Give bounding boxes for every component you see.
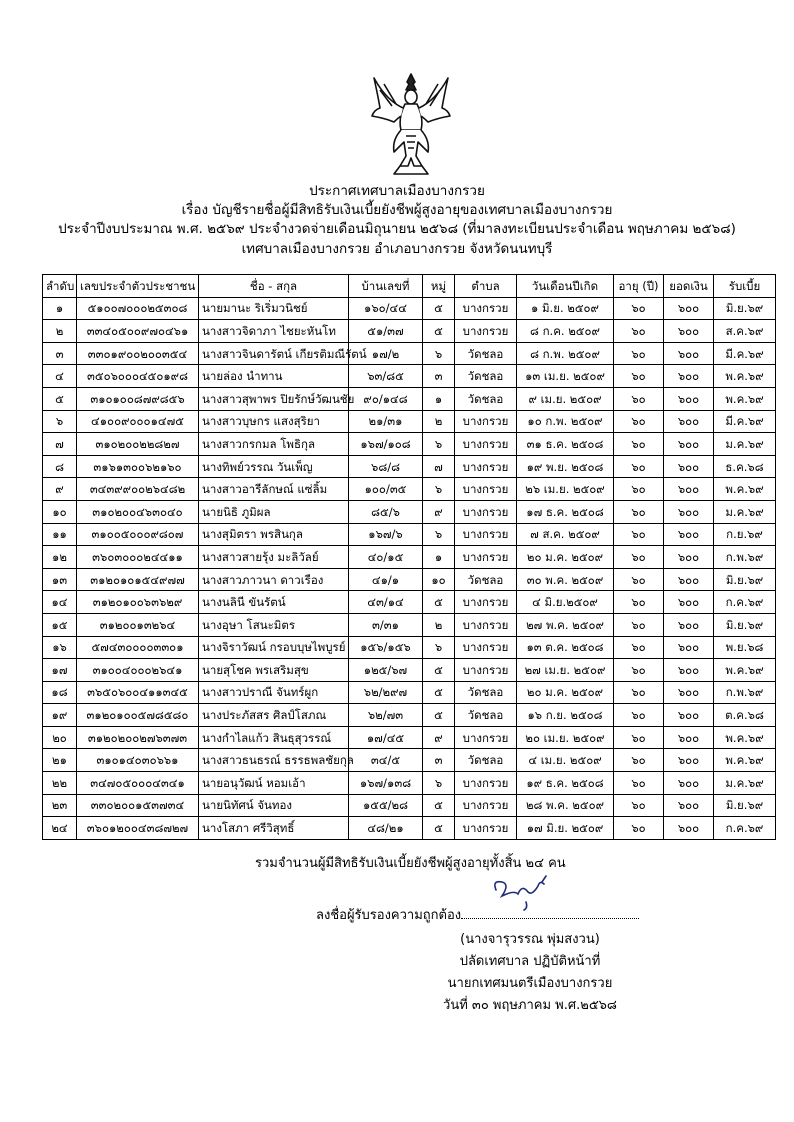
table-cell: ๒๐ ม.ค. ๒๕๐๙ bbox=[517, 681, 614, 704]
table-cell: ๖๐ bbox=[614, 659, 664, 682]
table-cell: นางสาวจิดาภา ไชยะหันโท bbox=[199, 320, 349, 343]
table-cell: นางสาวบุษกร แสงสุริยา bbox=[199, 410, 349, 433]
table-row bbox=[43, 455, 776, 478]
table-cell: ๖ bbox=[423, 342, 455, 365]
table-cell: ๑ bbox=[43, 297, 77, 320]
table-cell: ๕ bbox=[423, 659, 455, 682]
table-cell: ๓๑๐๑๐๐๘๗๙๘๕๖ bbox=[77, 387, 199, 410]
table-cell: ๖๐ bbox=[614, 478, 664, 501]
table-cell: ๕ bbox=[423, 297, 455, 320]
table-cell: พ.ย.๖๘ bbox=[714, 636, 776, 659]
table-cell: วัดชลอ bbox=[455, 704, 517, 727]
beneficiary-table bbox=[42, 274, 776, 840]
table-cell: ๖๐ bbox=[614, 455, 664, 478]
table-cell: ๓๕๐๖๐๐๐๔๕๐๑๙๘ bbox=[77, 365, 199, 388]
table-cell: ๑๗ มิ.ย. ๒๕๐๙ bbox=[517, 817, 614, 840]
table-cell: ๖๐ bbox=[614, 523, 664, 546]
table-cell: ๒๒ bbox=[43, 772, 77, 795]
table-cell: ๑๒๕/๖๗ bbox=[349, 659, 423, 682]
table-cell: วัดชลอ bbox=[455, 568, 517, 591]
table-cell: ๑ bbox=[423, 387, 455, 410]
table-cell: ต.ค.๖๘ bbox=[714, 704, 776, 727]
table-cell: นางโสภา ศรีวิสุทธิ์ bbox=[199, 817, 349, 840]
table-cell: บางกรวย bbox=[455, 817, 517, 840]
table-cell: นางประภัสสร ศิลป์โสภณ bbox=[199, 704, 349, 727]
table-cell: ๓๓๐๒๐๐๑๕๓๗๓๔ bbox=[77, 794, 199, 817]
table-cell: ๑๗ bbox=[43, 659, 77, 682]
table-cell: ๑ bbox=[423, 546, 455, 569]
table-row bbox=[43, 410, 776, 433]
table-cell: บางกรวย bbox=[455, 297, 517, 320]
column-header: ยอดเงิน bbox=[664, 275, 714, 298]
table-cell: ๖ bbox=[43, 410, 77, 433]
table-cell: ๑๕๖/๑๕๖ bbox=[349, 636, 423, 659]
fiscal-period-line: ประจำปีงบประมาณ พ.ศ. ๒๕๖๙ ประจำงวดจ่ายเดือนมิถุนายน ๒๕๖๘ (ที่มาลงทะเบียนประจำเดือน พฤษภาคม ๒๕๖๘) bbox=[58, 221, 736, 237]
table-row bbox=[43, 568, 776, 591]
table-cell: นางสาวภาวนา ดาวเรือง bbox=[199, 568, 349, 591]
table-row bbox=[43, 681, 776, 704]
certification-line bbox=[316, 904, 639, 925]
table-row bbox=[43, 297, 776, 320]
table-cell: ก.ค.๖๙ bbox=[714, 591, 776, 614]
table-cell: ๓๑๖๑๓๐๐๖๒๑๖๐ bbox=[77, 455, 199, 478]
table-cell: นางสาวสุพาพร ปิยรักษ์วัฒนชัย bbox=[199, 387, 349, 410]
table-cell: ๙ เม.ย. ๒๕๐๙ bbox=[517, 387, 614, 410]
table-cell: ๕ bbox=[423, 591, 455, 614]
table-cell: ๖๐ bbox=[614, 591, 664, 614]
table-cell: ๕ bbox=[43, 387, 77, 410]
table-cell: ๕๑๐๐๗๐๐๐๒๕๓๐๘ bbox=[77, 297, 199, 320]
table-row bbox=[43, 659, 776, 682]
table-row bbox=[43, 794, 776, 817]
table-cell: ๖๐ bbox=[614, 704, 664, 727]
table-cell: ๘ ก.พ. ๒๕๐๙ bbox=[517, 342, 614, 365]
table-cell: ๑๖๗/๑๓๘ bbox=[349, 772, 423, 795]
table-cell: ๑๗ ธ.ค. ๒๕๐๘ bbox=[517, 500, 614, 523]
table-cell: นางทิพย์วรรณ วันเพ็ญ bbox=[199, 455, 349, 478]
table-cell: วัดชลอ bbox=[455, 749, 517, 772]
table-cell: ๙ bbox=[423, 726, 455, 749]
table-row bbox=[43, 342, 776, 365]
table-cell: ๖๐๐ bbox=[664, 636, 714, 659]
table-cell: พ.ค.๖๙ bbox=[714, 749, 776, 772]
table-cell: ๖๐๐ bbox=[664, 659, 714, 682]
table-cell: ๕ bbox=[423, 704, 455, 727]
column-header: อายุ (ปี) bbox=[614, 275, 664, 298]
table-cell: ๒ bbox=[43, 320, 77, 343]
table-cell: บางกรวย bbox=[455, 613, 517, 636]
table-cell: ๖๐๐ bbox=[664, 568, 714, 591]
table-cell: นางสาวจินดารัตน์ เกียรติมณีรัตน์ bbox=[199, 342, 349, 365]
table-cell: ๓๑๒๐๑๐๐๕๗๘๕๘๐ bbox=[77, 704, 199, 727]
table-cell: ๗ bbox=[423, 455, 455, 478]
table-cell: ๖๐๐ bbox=[664, 772, 714, 795]
table-cell: ๖๐๐ bbox=[664, 410, 714, 433]
table-row bbox=[43, 817, 776, 840]
table-cell: ๖๒/๒๙๗ bbox=[349, 681, 423, 704]
certification-label: ลงชื่อผู้รับรองความถูกต้อง bbox=[316, 908, 462, 923]
table-cell: ๓๑ ธ.ค. ๒๕๐๘ bbox=[517, 433, 614, 456]
municipality-line: เทศบาลเมืองบางกรวย อำเภอบางกรวย จังหวัดนนทบุรี bbox=[241, 241, 553, 257]
table-row bbox=[43, 636, 776, 659]
table-cell: ๖๐ bbox=[614, 817, 664, 840]
table-cell: นายสุโชค พรเสริมสุข bbox=[199, 659, 349, 682]
table-cell: ๑๒ bbox=[43, 546, 77, 569]
table-cell: ๖๐ bbox=[614, 681, 664, 704]
table-cell: ๙ bbox=[43, 478, 77, 501]
table-cell: ๕ bbox=[423, 681, 455, 704]
table-cell: บางกรวย bbox=[455, 410, 517, 433]
table-row bbox=[43, 365, 776, 388]
table-cell: ๗ bbox=[43, 433, 77, 456]
signing-date: วันที่ ๓๐ พฤษภาคม พ.ศ.๒๕๖๘ bbox=[443, 998, 617, 1013]
table-cell: ๓ bbox=[43, 342, 77, 365]
table-cell: มิ.ย.๖๙ bbox=[714, 613, 776, 636]
table-cell: ๑๙ พ.ย. ๒๕๐๘ bbox=[517, 455, 614, 478]
table-cell: ๖๐ bbox=[614, 568, 664, 591]
table-cell: ๖๐ bbox=[614, 636, 664, 659]
table-cell: ๓๑๒๐๑๐๑๕๔๙๗๗ bbox=[77, 568, 199, 591]
table-cell: ๔๘/๒๑ bbox=[349, 817, 423, 840]
table-cell: ๓๖๐๓๐๐๐๒๔๔๑๑ bbox=[77, 546, 199, 569]
total-summary: รวมจำนวนผู้มีสิทธิรับเงินเบี้ยยังชีพผู้สูงอายุทั้งสิ้น ๒๔ คน bbox=[255, 856, 566, 871]
table-cell: บางกรวย bbox=[455, 523, 517, 546]
table-cell: นางสาวปราณี จันทร์ผูก bbox=[199, 681, 349, 704]
column-header: ชื่อ - สกุล bbox=[199, 275, 349, 298]
table-cell: ๑๐๐/๓๕ bbox=[349, 478, 423, 501]
table-cell: ๖๐ bbox=[614, 433, 664, 456]
table-cell: ๖๐ bbox=[614, 613, 664, 636]
table-cell: ๑๕ bbox=[43, 613, 77, 636]
table-cell: ๔ bbox=[43, 365, 77, 388]
table-cell: ๑ มิ.ย. ๒๕๐๙ bbox=[517, 297, 614, 320]
table-cell: ๒๑/๓๑ bbox=[349, 410, 423, 433]
table-cell: นางสาวอารีลักษณ์ แซ่ลิ้ม bbox=[199, 478, 349, 501]
table-cell: ก.ค.๖๙ bbox=[714, 817, 776, 840]
table-cell: ๕ bbox=[423, 794, 455, 817]
table-cell: ก.ย.๖๙ bbox=[714, 523, 776, 546]
table-cell: ๓๑๐๐๔๐๐๐๒๖๔๑ bbox=[77, 659, 199, 682]
table-cell: ๕๗๔๓๐๐๐๐๓๓๐๑ bbox=[77, 636, 199, 659]
table-cell: ๖๐ bbox=[614, 500, 664, 523]
table-cell: ๒๐ เม.ย. ๒๕๐๙ bbox=[517, 726, 614, 749]
table-cell: ๑๘ bbox=[43, 681, 77, 704]
table-cell: ส.ค.๖๙ bbox=[714, 320, 776, 343]
table-cell: ธ.ค.๖๘ bbox=[714, 455, 776, 478]
table-cell: ๖๐๐ bbox=[664, 523, 714, 546]
table-cell: ๓๔๓๙๙๐๐๒๖๔๘๒ bbox=[77, 478, 199, 501]
table-cell: ๓๑๐๒๐๐๔๖๓๐๔๐ bbox=[77, 500, 199, 523]
table-cell: มี.ค.๖๙ bbox=[714, 410, 776, 433]
table-cell: นางกำไลแก้ว สินธุสุวรรณ์ bbox=[199, 726, 349, 749]
table-cell: ๓๑๒๐๒๐๐๒๗๖๓๗๓ bbox=[77, 726, 199, 749]
table-cell: พ.ค.๖๙ bbox=[714, 478, 776, 501]
table-cell: พ.ค.๖๙ bbox=[714, 387, 776, 410]
table-cell: วัดชลอ bbox=[455, 365, 517, 388]
table-row bbox=[43, 387, 776, 410]
table-row bbox=[43, 546, 776, 569]
table-cell: มิ.ย.๖๙ bbox=[714, 297, 776, 320]
table-cell: ๗ ส.ค. ๒๕๐๙ bbox=[517, 523, 614, 546]
table-cell: พ.ค.๖๙ bbox=[714, 726, 776, 749]
table-cell: ๑๔ bbox=[43, 591, 77, 614]
table-row bbox=[43, 523, 776, 546]
table-cell: ๖๐๐ bbox=[664, 591, 714, 614]
table-cell: ๑๕๕/๒๘ bbox=[349, 794, 423, 817]
table-cell: ก.พ.๖๙ bbox=[714, 681, 776, 704]
column-header: ลำดับ bbox=[43, 275, 77, 298]
column-header: เลขประจำตัวประชาชน bbox=[77, 275, 199, 298]
table-cell: ๒๐ bbox=[43, 726, 77, 749]
table-cell: นางสาวธนธรณ์ ธรรธพลชัยกุล bbox=[199, 749, 349, 772]
table-cell: บางกรวย bbox=[455, 320, 517, 343]
table-cell: พ.ค.๖๙ bbox=[714, 365, 776, 388]
table-cell: ๑๖๗/๖ bbox=[349, 523, 423, 546]
announcement-heading: ประกาศเทศบาลเมืองบางกรวย bbox=[309, 183, 485, 199]
table-cell: ๑๖ bbox=[43, 636, 77, 659]
signature-dotted-line bbox=[461, 908, 639, 919]
table-cell: ๕ bbox=[423, 817, 455, 840]
table-cell: บางกรวย bbox=[455, 636, 517, 659]
table-cell: ๕๑/๓๗ bbox=[349, 320, 423, 343]
table-cell: ๖๐๐ bbox=[664, 794, 714, 817]
table-cell: ๖๐ bbox=[614, 749, 664, 772]
table-cell: ม.ค.๖๙ bbox=[714, 500, 776, 523]
table-row bbox=[43, 478, 776, 501]
table-cell: ๔๑/๑ bbox=[349, 568, 423, 591]
table-cell: บางกรวย bbox=[455, 455, 517, 478]
table-cell: มิ.ย.๖๙ bbox=[714, 568, 776, 591]
table-cell: ๔๑๐๐๙๐๐๐๑๔๗๕ bbox=[77, 410, 199, 433]
table-cell: ๒ bbox=[423, 410, 455, 433]
table-cell: ๖๐ bbox=[614, 772, 664, 795]
table-cell: ๔ เม.ย. ๒๕๐๙ bbox=[517, 749, 614, 772]
table-cell: นางสาวสายรุ้ง มะลิวัลย์ bbox=[199, 546, 349, 569]
table-cell: ม.ค.๖๙ bbox=[714, 772, 776, 795]
table-cell: ๖ bbox=[423, 636, 455, 659]
table-cell: ๔๐/๑๕ bbox=[349, 546, 423, 569]
table-header-row bbox=[43, 275, 776, 298]
table-cell: ๖๘/๘ bbox=[349, 455, 423, 478]
table-cell: นายอนุวัฒน์ หอมเอ้า bbox=[199, 772, 349, 795]
table-cell: ๓๑๐๑๔๐๓๐๖๖๑ bbox=[77, 749, 199, 772]
table-cell: ๑๓ bbox=[43, 568, 77, 591]
table-cell: ๙๐/๑๔๘ bbox=[349, 387, 423, 410]
table-cell: ๖๐ bbox=[614, 794, 664, 817]
table-cell: ๓ bbox=[423, 365, 455, 388]
table-row bbox=[43, 772, 776, 795]
table-cell: ๓๔๗๐๕๐๐๐๔๓๔๑ bbox=[77, 772, 199, 795]
table-cell: ๖๐ bbox=[614, 342, 664, 365]
table-cell: ๖๐๐ bbox=[664, 817, 714, 840]
table-cell: ๖๐๐ bbox=[664, 704, 714, 727]
table-cell: ๓๑๐๐๕๐๐๐๙๘๐๗ bbox=[77, 523, 199, 546]
table-cell: ๒๔ bbox=[43, 817, 77, 840]
table-cell: ๖๐๐ bbox=[664, 342, 714, 365]
table-row bbox=[43, 704, 776, 727]
table-cell: ๒๘ พ.ค. ๒๕๐๙ bbox=[517, 794, 614, 817]
table-cell: ๒๑ bbox=[43, 749, 77, 772]
table-cell: นางสาวกรกมล โพธิกุล bbox=[199, 433, 349, 456]
table-cell: บางกรวย bbox=[455, 772, 517, 795]
table-cell: ๑๖ ก.ย. ๒๕๐๘ bbox=[517, 704, 614, 727]
table-cell: ๑๓ เม.ย. ๒๕๐๙ bbox=[517, 365, 614, 388]
table-row bbox=[43, 433, 776, 456]
table-cell: บางกรวย bbox=[455, 546, 517, 569]
table-cell: นายล่อง นำทาน bbox=[199, 365, 349, 388]
table-cell: ก.พ.๖๙ bbox=[714, 546, 776, 569]
table-row bbox=[43, 749, 776, 772]
table-cell: ๖๐๐ bbox=[664, 546, 714, 569]
table-cell: มิ.ย.๖๙ bbox=[714, 794, 776, 817]
table-cell: ๓๖๐๑๒๐๐๔๓๘๗๒๗ bbox=[77, 817, 199, 840]
table-cell: วัดชลอ bbox=[455, 681, 517, 704]
table-cell: นางสุมิตรา พรสินกุล bbox=[199, 523, 349, 546]
table-cell: ม.ค.๖๙ bbox=[714, 433, 776, 456]
table-cell: มี.ค.๖๙ bbox=[714, 342, 776, 365]
table-cell: ๘๕/๖ bbox=[349, 500, 423, 523]
table-row bbox=[43, 591, 776, 614]
table-cell: ๖ bbox=[423, 523, 455, 546]
table-cell: ๕ bbox=[423, 320, 455, 343]
table-cell: ๓๑๐๒๐๐๒๒๘๒๗ bbox=[77, 433, 199, 456]
table-cell: ๖๐ bbox=[614, 387, 664, 410]
table-cell: บางกรวย bbox=[455, 500, 517, 523]
table-cell: ๓๓๐๑๙๐๐๒๐๐๓๕๔ bbox=[77, 342, 199, 365]
table-cell: ๖๐๐ bbox=[664, 297, 714, 320]
table-cell: ๖๐๐ bbox=[664, 478, 714, 501]
table-cell: ๖๐๐ bbox=[664, 500, 714, 523]
table-cell: ๖๓/๘๕ bbox=[349, 365, 423, 388]
table-cell: ๓๐ พ.ค. ๒๕๐๙ bbox=[517, 568, 614, 591]
table-cell: ๓๑๒๐๑๐๐๖๓๖๒๙ bbox=[77, 591, 199, 614]
table-cell: ๖๐๐ bbox=[664, 320, 714, 343]
table-row bbox=[43, 726, 776, 749]
table-cell: ๓๑๒๐๐๑๓๒๖๔ bbox=[77, 613, 199, 636]
table-cell: ๖๐๐ bbox=[664, 433, 714, 456]
signer-position: ปลัดเทศบาล ปฏิบัติหน้าที่ bbox=[459, 954, 601, 969]
table-cell: ๓๓๔๐๕๐๐๙๗๐๔๖๑ bbox=[77, 320, 199, 343]
table-cell: ๙ bbox=[423, 500, 455, 523]
table-cell: ๘ ก.ค. ๒๕๐๙ bbox=[517, 320, 614, 343]
table-cell: ๑๐ bbox=[43, 500, 77, 523]
table-cell: ๖๐๐ bbox=[664, 387, 714, 410]
table-cell: ๓๔/๕ bbox=[349, 749, 423, 772]
table-cell: นายนิธิ ภูมิผล bbox=[199, 500, 349, 523]
table-cell: ๒๗ เม.ย. ๒๕๐๙ bbox=[517, 659, 614, 682]
table-cell: ๖๐๐ bbox=[664, 365, 714, 388]
table-cell: ๖๐๐ bbox=[664, 455, 714, 478]
table-cell: ๖๐ bbox=[614, 365, 664, 388]
table-cell: นายมานะ ริเริ่มวนิชย์ bbox=[199, 297, 349, 320]
signer-name: (นางจารุวรรณ พุ่มสงวน) bbox=[460, 932, 600, 947]
table-cell: ๒๖ เม.ย. ๒๕๐๙ bbox=[517, 478, 614, 501]
table-cell: ๖๐๐ bbox=[664, 681, 714, 704]
table-cell: ๑๖๐/๔๔ bbox=[349, 297, 423, 320]
table-cell: นางอุษา โสนะมิตร bbox=[199, 613, 349, 636]
table-cell: บางกรวย bbox=[455, 591, 517, 614]
signer-acting-position: นายกเทศมนตรีเมืองบางกรวย bbox=[447, 976, 613, 991]
table-cell: ๖๐ bbox=[614, 410, 664, 433]
table-cell: ๑๓ ต.ค. ๒๕๐๘ bbox=[517, 636, 614, 659]
table-row bbox=[43, 500, 776, 523]
table-cell: บางกรวย bbox=[455, 659, 517, 682]
table-cell: วัดชลอ bbox=[455, 387, 517, 410]
column-header: ตำบล bbox=[455, 275, 517, 298]
table-cell: ๖๐๐ bbox=[664, 749, 714, 772]
table-cell: ๒๗ พ.ค. ๒๕๐๙ bbox=[517, 613, 614, 636]
table-cell: ๑๙ bbox=[43, 704, 77, 727]
table-cell: ๓ bbox=[423, 749, 455, 772]
table-cell: ๖๐๐ bbox=[664, 613, 714, 636]
table-cell: ๑๐ ก.พ. ๒๕๐๙ bbox=[517, 410, 614, 433]
column-header: หมู่ bbox=[423, 275, 455, 298]
table-cell: ๘ bbox=[43, 455, 77, 478]
table-cell: ๖ bbox=[423, 478, 455, 501]
table-cell: นายนิทัศน์ จันทอง bbox=[199, 794, 349, 817]
table-row bbox=[43, 613, 776, 636]
table-cell: ๑๗/๒ bbox=[349, 342, 423, 365]
table-cell: ๖๐ bbox=[614, 297, 664, 320]
table-cell: ๖๒/๗๓ bbox=[349, 704, 423, 727]
garuda-emblem-icon bbox=[370, 70, 452, 180]
table-cell: ๖ bbox=[423, 433, 455, 456]
table-cell: ๖๐๐ bbox=[664, 726, 714, 749]
table-cell: ๒ bbox=[423, 613, 455, 636]
table-cell: ๖ bbox=[423, 772, 455, 795]
table-cell: นางจิราวัฒน์ กรอบบุษไพบูรย์ bbox=[199, 636, 349, 659]
table-cell: ๓๖๕๐๖๐๐๔๑๑๓๔๕ bbox=[77, 681, 199, 704]
table-row bbox=[43, 320, 776, 343]
table-cell: ๑๖๗/๑๐๘ bbox=[349, 433, 423, 456]
table-cell: ๔๓/๑๔ bbox=[349, 591, 423, 614]
table-cell: บางกรวย bbox=[455, 478, 517, 501]
table-cell: วัดชลอ bbox=[455, 342, 517, 365]
table-cell: ๒๓ bbox=[43, 794, 77, 817]
column-header: รับเบี้ย bbox=[714, 275, 776, 298]
column-header: บ้านเลขที่ bbox=[349, 275, 423, 298]
table-cell: ๑๙ ธ.ค. ๒๕๐๘ bbox=[517, 772, 614, 795]
subject-line: เรื่อง บัญชีรายชื่อผู้มีสิทธิรับเงินเบี้ยยังชีพผู้สูงอายุของเทศบาลเมืองบางกรวย bbox=[181, 202, 613, 218]
table-cell: ๑๑ bbox=[43, 523, 77, 546]
table-cell: ๔ มิ.ย.๒๕๐๙ bbox=[517, 591, 614, 614]
table-cell: ๒๐ ม.ค. ๒๕๐๙ bbox=[517, 546, 614, 569]
table-cell: นางนลินี ขันรัตน์ bbox=[199, 591, 349, 614]
table-cell: ๓/๓๑ bbox=[349, 613, 423, 636]
table-cell: ๖๐ bbox=[614, 726, 664, 749]
column-header: วันเดือนปีเกิด bbox=[517, 275, 614, 298]
table-cell: ๖๐ bbox=[614, 320, 664, 343]
table-cell: พ.ค.๖๙ bbox=[714, 659, 776, 682]
table-cell: ๖๐ bbox=[614, 546, 664, 569]
table-cell: บางกรวย bbox=[455, 726, 517, 749]
table-cell: บางกรวย bbox=[455, 794, 517, 817]
table-cell: บางกรวย bbox=[455, 433, 517, 456]
table-cell: ๑๗/๔๕ bbox=[349, 726, 423, 749]
table-cell: ๑๐ bbox=[423, 568, 455, 591]
